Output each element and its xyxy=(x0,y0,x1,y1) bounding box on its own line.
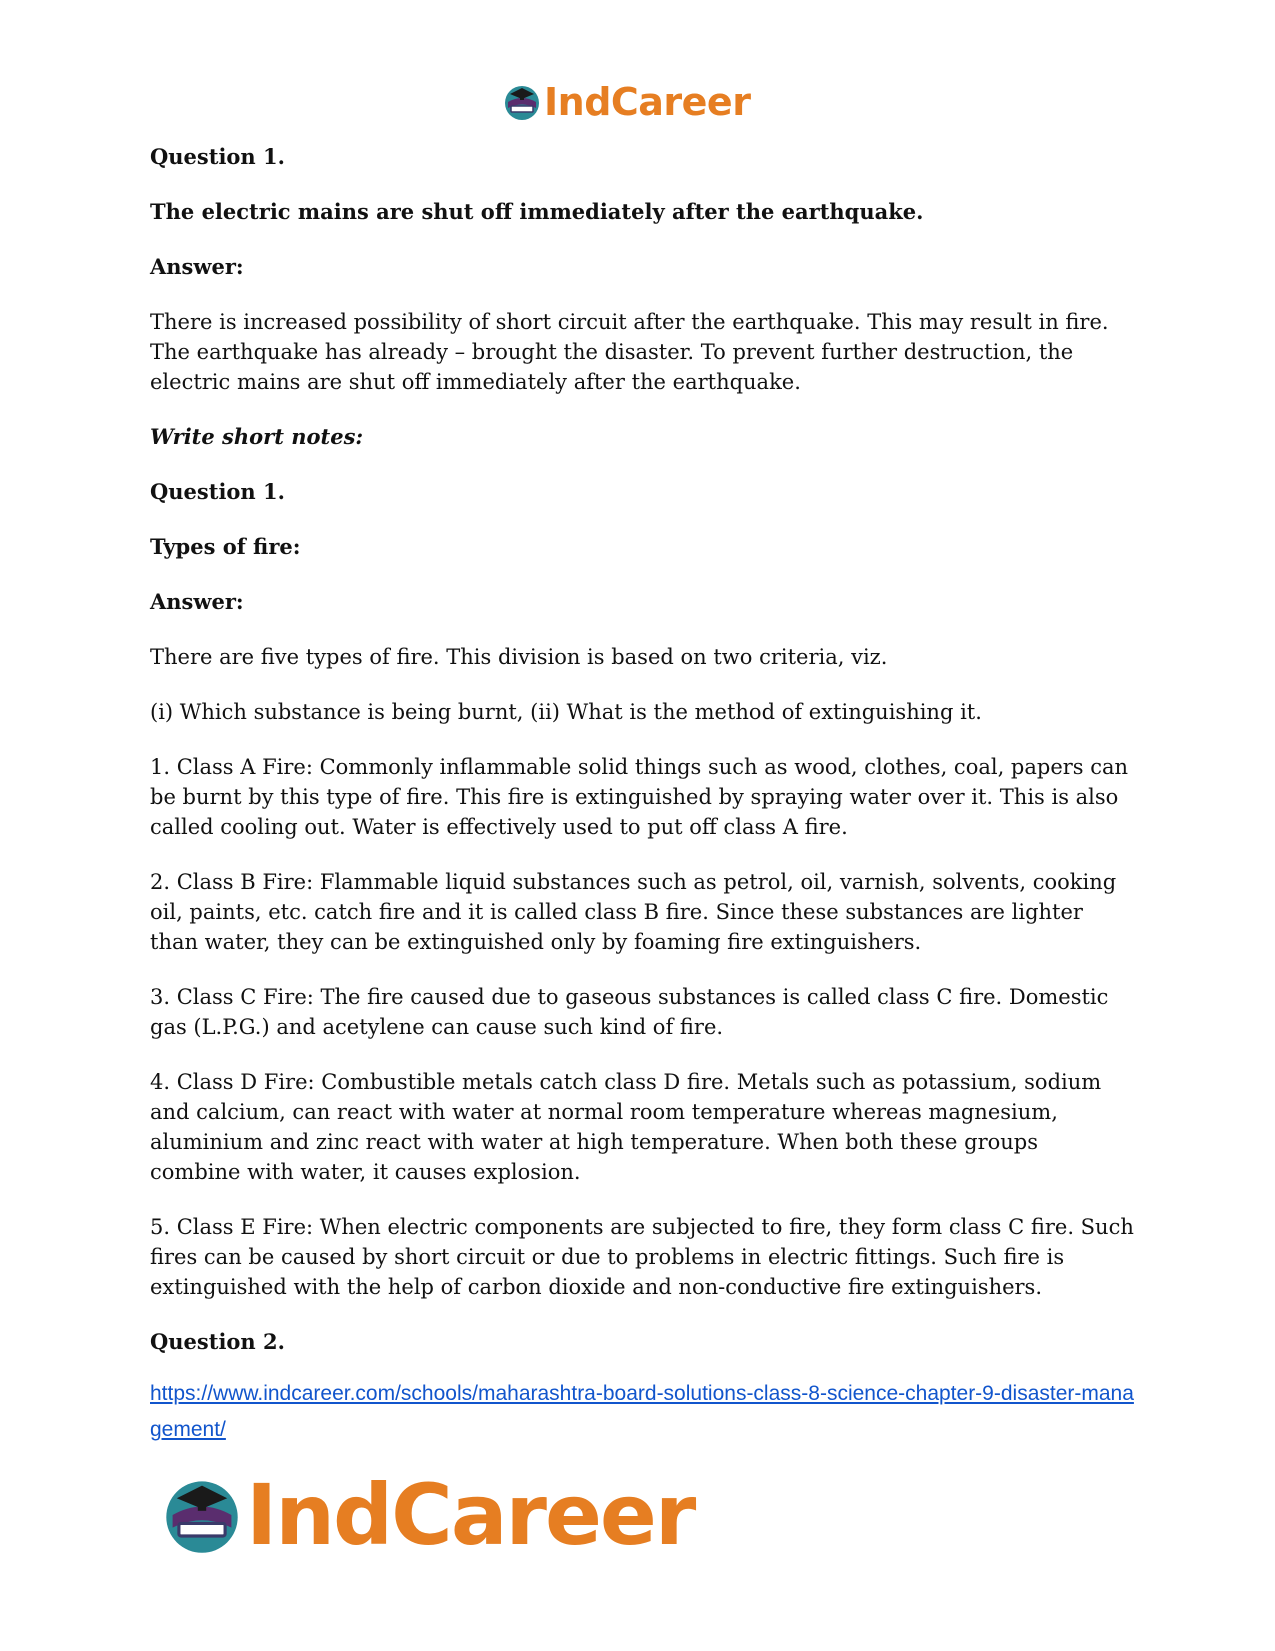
logo-wordmark: IndCareer xyxy=(544,80,751,124)
fire-class-item: 1. Class A Fire: Commonly inflammable solid things such as wood, clothes, coal, papers can be burnt by this type of fire. This fire is extinguished by spraying water over it. This is also called cooling out. Water is effectively used to put off class A fire. xyxy=(150,755,1129,839)
answer-paragraph: (i) Which substance is being burnt, (ii) What is the method of extinguishing it. xyxy=(150,700,982,724)
question-heading: Question 1. xyxy=(150,479,285,504)
question-heading: Question 1. xyxy=(150,144,285,169)
indcareer-emblem-icon xyxy=(160,1473,244,1557)
answer-label: Answer: xyxy=(150,589,244,614)
document-body xyxy=(150,142,1135,1448)
question-text: Types of fire: xyxy=(150,534,301,559)
source-link[interactable]: https://www.indcareer.com/schools/maharashtra-board-solutions-class-8-science-chapter-9-disaster-management/ xyxy=(150,1382,1134,1441)
question-text: The electric mains are shut off immediately after the earthquake. xyxy=(150,199,924,224)
header-logo xyxy=(502,80,750,124)
question-heading: Question 2. xyxy=(150,1329,285,1354)
fire-class-item: 2. Class B Fire: Flammable liquid substances such as petrol, oil, varnish, solvents, cooking oil, paints, etc. catch fire and it is called class B fire. Since these substances are lighter than water, they can be extinguished only by foaming fire extinguishers. xyxy=(150,870,1117,954)
fire-class-item: 4. Class D Fire: Combustible metals catch class D fire. Metals such as potassium, sodium and calcium, can react with water at normal room temperature whereas magnesium, aluminium and zinc react with water at high temperature. When both these groups combine with water, it causes explosion. xyxy=(150,1070,1102,1184)
answer-paragraph: There are five types of fire. This division is based on two criteria, viz. xyxy=(150,645,888,669)
section-heading: Write short notes: xyxy=(150,424,364,449)
indcareer-emblem-icon xyxy=(502,82,542,122)
logo-wordmark: IndCareer xyxy=(246,1466,695,1564)
fire-class-item: 5. Class E Fire: When electric components are subjected to fire, they form class C fire. Such fires can be caused by short circuit or due to problems in electric fittings. Such fire is extinguished with the help of carbon dioxide and non-conductive fire extinguishers. xyxy=(150,1215,1134,1299)
fire-class-item: 3. Class C Fire: The fire caused due to gaseous substances is called class C fire. Domestic gas (L.P.G.) and acetylene can cause such kind of fire. xyxy=(150,985,1109,1039)
answer-paragraph: There is increased possibility of short circuit after the earthquake. This may result in fire. The earthquake has already – brought the disaster. To prevent further destruction, the electric mains are shut off immediately after the earthquake. xyxy=(150,310,1109,394)
footer-logo xyxy=(160,1466,695,1564)
answer-label: Answer: xyxy=(150,254,244,279)
